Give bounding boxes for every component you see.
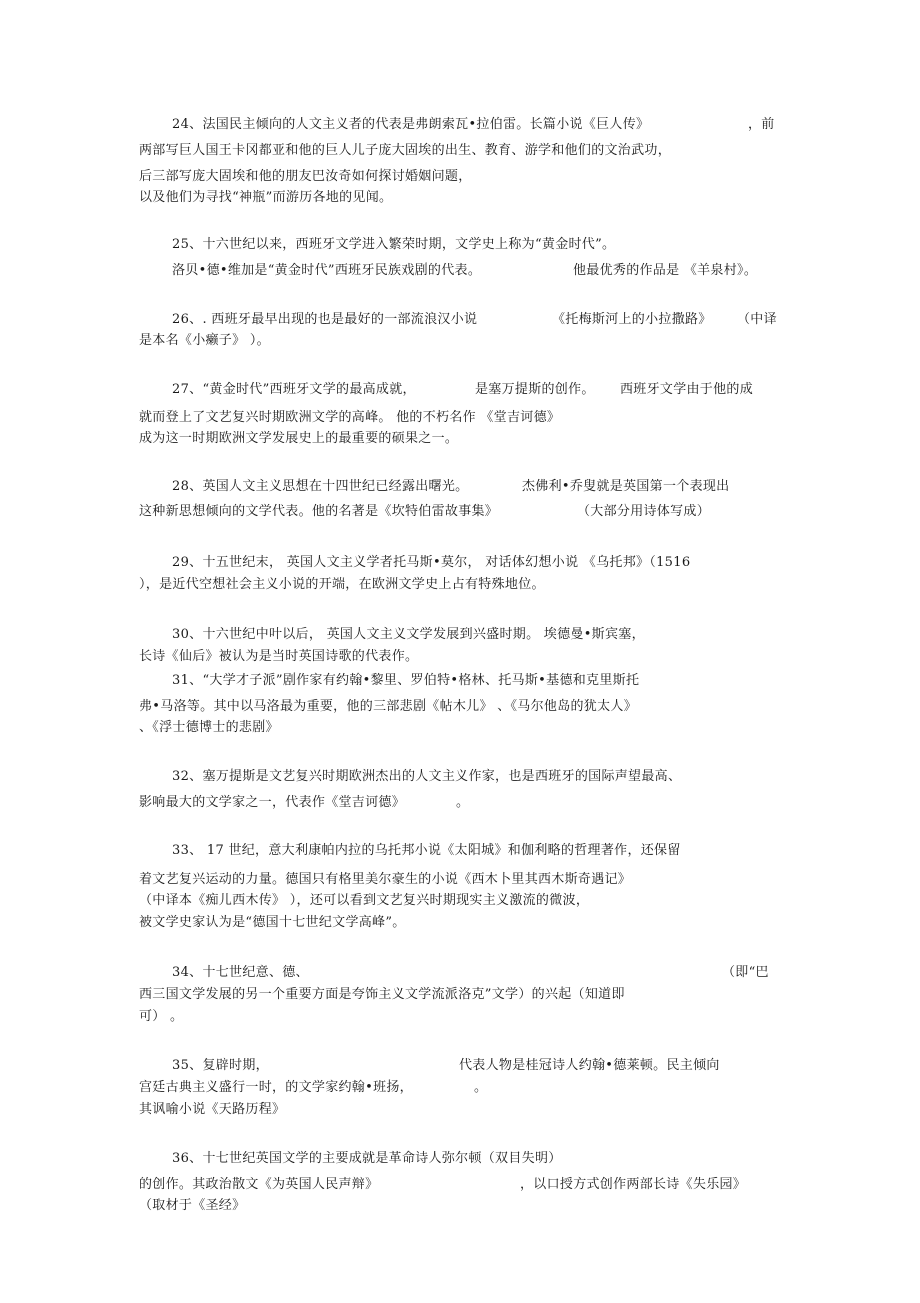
text-line: 就而登上了文艺复兴时期欧洲文学的高峰。 他的不朽名作 《堂吉诃德》 xyxy=(139,410,561,425)
text-line: 杰佛利•乔叟就是英国第一个表现出 xyxy=(522,479,730,494)
text-line: 宫廷古典主义盛行一时，的文学家约翰•班扬， xyxy=(139,1080,413,1095)
text-line: 35、复辟时期， xyxy=(172,1058,269,1073)
text-line: 他最优秀的作品是 《羊泉村》。 xyxy=(573,263,758,278)
text-line: 32、塞万提斯是文艺复兴时期欧洲杰出的人文主义作家，也是西班牙的国际声望最高、 xyxy=(172,769,682,784)
text-line: 、《浮士德博士的悲剧》 xyxy=(139,720,279,735)
text-line: 代表人物是桂冠诗人约翰•德莱顿。民主倾向 xyxy=(459,1058,720,1073)
text-line: 36、十七世纪英国文学的主要成就是革命诗人弥尔顿（双目失明） xyxy=(172,1151,562,1166)
text-line: 27、“黄金时代”西班牙文学的最高成就， xyxy=(172,382,416,397)
text-line: 是本名《小癞子》 ）。 xyxy=(139,333,270,348)
text-line: 着文艺复兴运动的力量。德国只有格里美尔豪生的小说《西木卜里其西木斯奇遇记》 xyxy=(139,872,632,887)
text-line: 长诗《仙后》被认为是当时英国诗歌的代表作。 xyxy=(139,649,419,664)
text-line: ，前 xyxy=(748,117,775,132)
text-line: 弗•马洛等。其中以马洛最为重要，他的三部悲剧《帖木儿》 、《马尔他岛的犹太人》 xyxy=(139,699,638,714)
text-line: 这种新思想倾向的文学代表。他的名著是《坎特伯雷故事集》 xyxy=(139,504,499,519)
text-line: 。 xyxy=(456,795,470,810)
text-line: 被文学史家认为是“德国十七世纪文学高峰”。 xyxy=(139,915,406,930)
text-line: 29、十五世纪末， 英国人文主义学者托马斯•莫尔， 对话体幻想小说 《乌托邦》（1516 xyxy=(172,555,691,570)
text-line: 33、 17 世纪，意大利康帕内拉的乌托邦小说《太阳城》和伽利略的哲理著作，还保留 xyxy=(172,843,681,858)
text-line: 可） 。 xyxy=(139,1009,184,1024)
text-line: 两部写巨人国王卡冈都亚和他的巨人儿子庞大固埃的出生、教育、游学和他们的文治武功， xyxy=(139,143,672,158)
text-line: 34、十七世纪意、德、 xyxy=(172,965,309,980)
text-line: 24、法国民主倾向的人文主义者的代表是弗朗索瓦•拉伯雷。长篇小说《巨人传》 xyxy=(172,117,650,132)
text-line: （即“巴 xyxy=(722,965,769,980)
text-line: 影响最大的文学家之一，代表作《堂吉诃德》 xyxy=(139,795,406,810)
text-line: 。 xyxy=(474,1080,488,1095)
text-line: 28、英国人文主义思想在十四世纪已经露出曙光。 xyxy=(172,479,469,494)
text-line: 西班牙文学由于他的成 xyxy=(620,382,754,397)
text-line: ，以口授方式创作两部长诗《失乐园》 xyxy=(520,1177,747,1192)
text-line: 26、. 西班牙最早出现的也是最好的一部流浪汉小说 xyxy=(172,312,478,327)
text-line: 是塞万提斯的创作。 xyxy=(475,382,595,397)
text-line: （中译 xyxy=(737,312,777,327)
text-line: （取材于《圣经》 xyxy=(139,1198,246,1213)
text-line: 25、十六世纪以来，西班牙文学进入繁荣时期，文学史上称为“黄金时代”。 xyxy=(172,237,616,252)
text-line: 成为这一时期欧洲文学发展史上的最重要的硕果之一。 xyxy=(139,431,459,446)
text-line: 的创作。其政治散文《为英国人民声辩》 xyxy=(139,1177,379,1192)
text-line: 西三国文学发展的另一个重要方面是夸饰主义文学流派洛克”文学）的兴起（知道即 xyxy=(139,987,625,1002)
text-line: 其讽喻小说《天路历程》 xyxy=(139,1102,286,1117)
text-line: （大部分用诗体写成） xyxy=(577,504,711,519)
text-line: 30、十六世纪中叶以后， 英国人文主义文学发展到兴盛时期。 埃德曼•斯宾塞， xyxy=(172,627,645,642)
text-line: 洛贝•德•维加是“黄金时代”西班牙民族戏剧的代表。 xyxy=(172,263,482,278)
text-line: ），是近代空想社会主义小说的开端，在欧洲文学史上占有特殊地位。 xyxy=(139,577,545,592)
text-line: 以及他们为寻找“神瓶”而游历各地的见闻。 xyxy=(139,190,393,205)
text-line: 《托梅斯河上的小拉撒路》 xyxy=(552,312,712,327)
text-line: （中译本《痴儿西木传》 ），还可以看到文艺复兴时期现实主义激流的微波， xyxy=(139,893,590,908)
text-line: 31、“大学才子派”剧作家有约翰•黎里、罗伯特•格林、托马斯•基德和克里斯托 xyxy=(172,673,640,688)
text-line: 后三部写庞大固埃和他的朋友巴汝奇如何探讨婚姻问题， xyxy=(139,169,472,184)
